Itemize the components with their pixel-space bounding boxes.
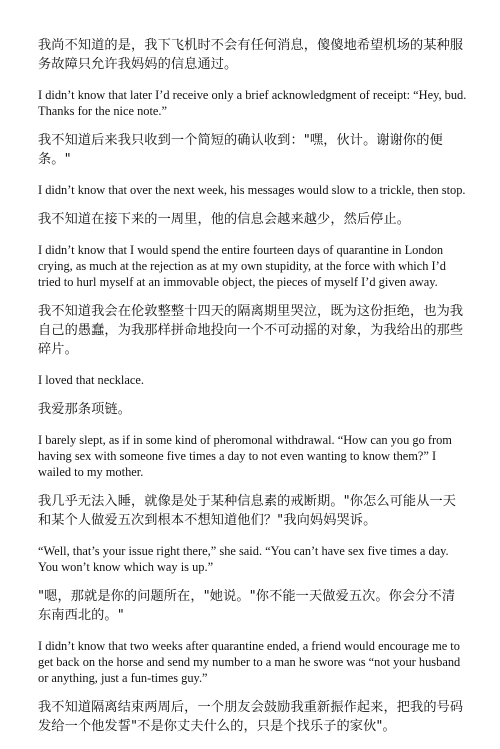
paragraph-en-7: I didn’t know that two weeks after quarantine ended, a friend would encourage me to get back on the horse and send my number to a man he swore was “not your husband or anything, just a fun-times guy.” <box>38 639 461 685</box>
paragraph-en-1: I didn’t know that later I’d receive only a brief acknowledgment of receipt: “Hey, bud. Thanks for the nice note.” <box>38 88 467 118</box>
paragraph-zh-3: 我不知道在接下来的一周里，他的信息会越来越少，然后停止。 <box>38 212 411 227</box>
paragraph-en-3: I didn’t know that I would spend the entire fourteen days of quarantine in London crying, as much at the rejection as at my own stupidity, at the force with which I’d tried to hurl myself at an immovable object, the pieces of myself I’d given away. <box>38 243 446 289</box>
paragraph-zh-8: 我不知道隔离结束两周后，一个朋友会鼓励我重新振作起来，把我的号码发给一个他发誓"不是你丈夫什么的，只是个找乐子的家伙"。 <box>38 700 464 734</box>
paragraph-zh-5: 我爱那条项链。 <box>38 402 132 417</box>
paragraph-en-2: I didn’t know that over the next week, his messages would slow to a trickle, then stop. <box>38 183 466 197</box>
paragraph-zh-7: "嗯，那就是你的问题所在，"她说。"你不能一天做爱五次。你会分不清东南西北的。" <box>38 589 456 623</box>
paragraph-en-6: “Well, that’s your issue right there,” she said. “You can’t have sex five times a day. You won’t know which way is up.” <box>38 544 449 574</box>
paragraph-en-5: I barely slept, as if in some kind of pheromonal withdrawal. “How can you go from having sex with someone five times a day to not even wanting to know them?” I wailed to my mother. <box>38 433 452 479</box>
paragraph-zh-1: 我尚不知道的是，我下飞机时不会有任何消息，傻傻地希望机场的某种服务故障只允许我妈妈的信息通过。 <box>38 38 464 72</box>
paragraph-en-4: I loved that necklace. <box>38 373 144 387</box>
paragraph-zh-4: 我不知道我会在伦敦整整十四天的隔离期里哭泣，既为这份拒绝，也为我自己的愚蠢，为我那样拼命地投向一个不可动摇的对象，为我给出的那些碎片。 <box>38 304 464 357</box>
paragraph-zh-2: 我不知道后来我只收到一个简短的确认收到："嘿，伙计。谢谢你的便条。" <box>38 133 443 167</box>
document-body <box>38 36 468 749</box>
paragraph-zh-6: 我几乎无法入睡，就像是处于某种信息素的戒断期。"你怎么可能从一天和某个人做爱五次到根本不想知道他们？"我向妈妈哭诉。 <box>38 494 457 528</box>
